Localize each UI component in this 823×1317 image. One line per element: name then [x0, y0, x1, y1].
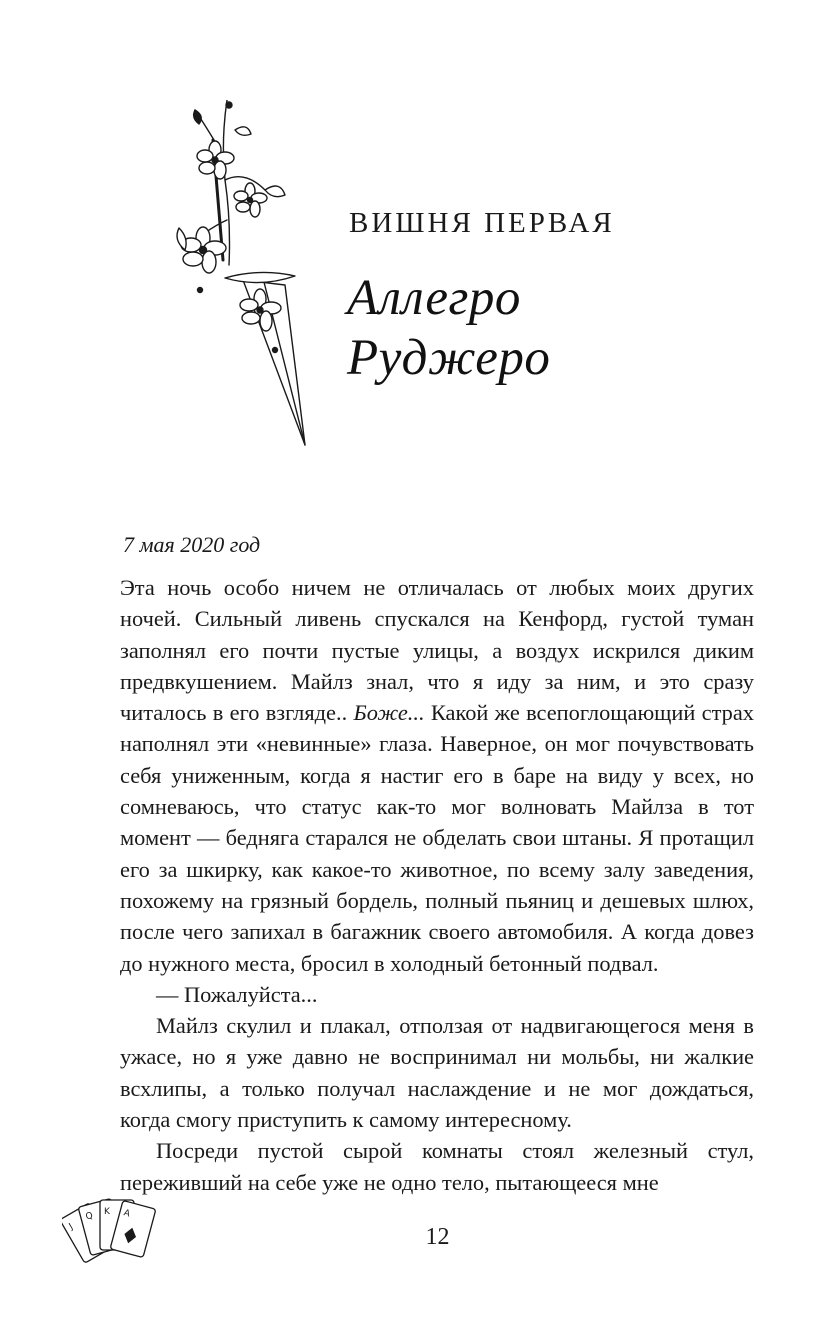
body-text	[120, 572, 754, 1198]
paragraph-1-emphasis: Боже...	[353, 700, 425, 726]
entry-date: 7 мая 2020 год	[123, 532, 261, 557]
chapter-title	[347, 268, 550, 388]
svg-text:A: A	[122, 1208, 132, 1220]
svg-text:J: J	[67, 1222, 75, 1233]
svg-text:K: K	[104, 1207, 110, 1217]
paragraph-1-part-a: Эта ночь особо ничем не отличалась от любых моих других ночей. Сильный ливень спускался на Кенфорд, густой туман заполнял его почти пустые улицы, а воздух искрился диким предвкушением. Майлз знал, что я иду за ним, и это сразу читалось в его взгляде..	[120, 575, 754, 726]
chapter-label: ВИШНЯ ПЕРВАЯ	[349, 207, 615, 239]
paragraph-1	[120, 572, 754, 979]
svg-text:Q: Q	[84, 1210, 95, 1223]
paragraph-2: — Пожалуйста...	[156, 981, 318, 1007]
page-number	[0, 1224, 823, 1251]
paragraph-1-part-b: Какой же всепоглощающий страх наполнял эти «невинные» глаза. Наверное, он мог почувствовать себя униженным, когда я настиг его в баре на виду у всех, но сомневаюсь, что статус как-то мог волновать Майлза в тот момент — бедняга старался не обделать свои штаны. Я протащил его за шкирку, как какое-то животное, по всему залу заведения, похожему на грязный бордель, полный пьяниц и дешевых шлюх, после чего запихал в багажник своего автомобиля. А когда довез до нужного места, бросил в холодный бетонный подвал.	[120, 700, 754, 976]
paragraph-4: Посреди пустой сырой комнаты стоял железный стул, переживший на себе уже не одно тело, пытающееся мне	[120, 1138, 754, 1195]
dagger-blossom-illustration	[165, 100, 325, 460]
paragraph-3: Майлз скулил и плакал, отползая от надвигающегося меня в ужасе, но я уже давно не воспринимал ни мольбы, ни жалкие всхлипы, а только получал наслаждение и не мог дождаться, когда смогу приступить к самому интересному.	[120, 1013, 754, 1133]
chapter-title-line-1: Аллегро	[347, 270, 521, 326]
page-number-value: 12	[425, 1224, 450, 1250]
chapter-title-line-2: Руджеро	[347, 330, 551, 386]
